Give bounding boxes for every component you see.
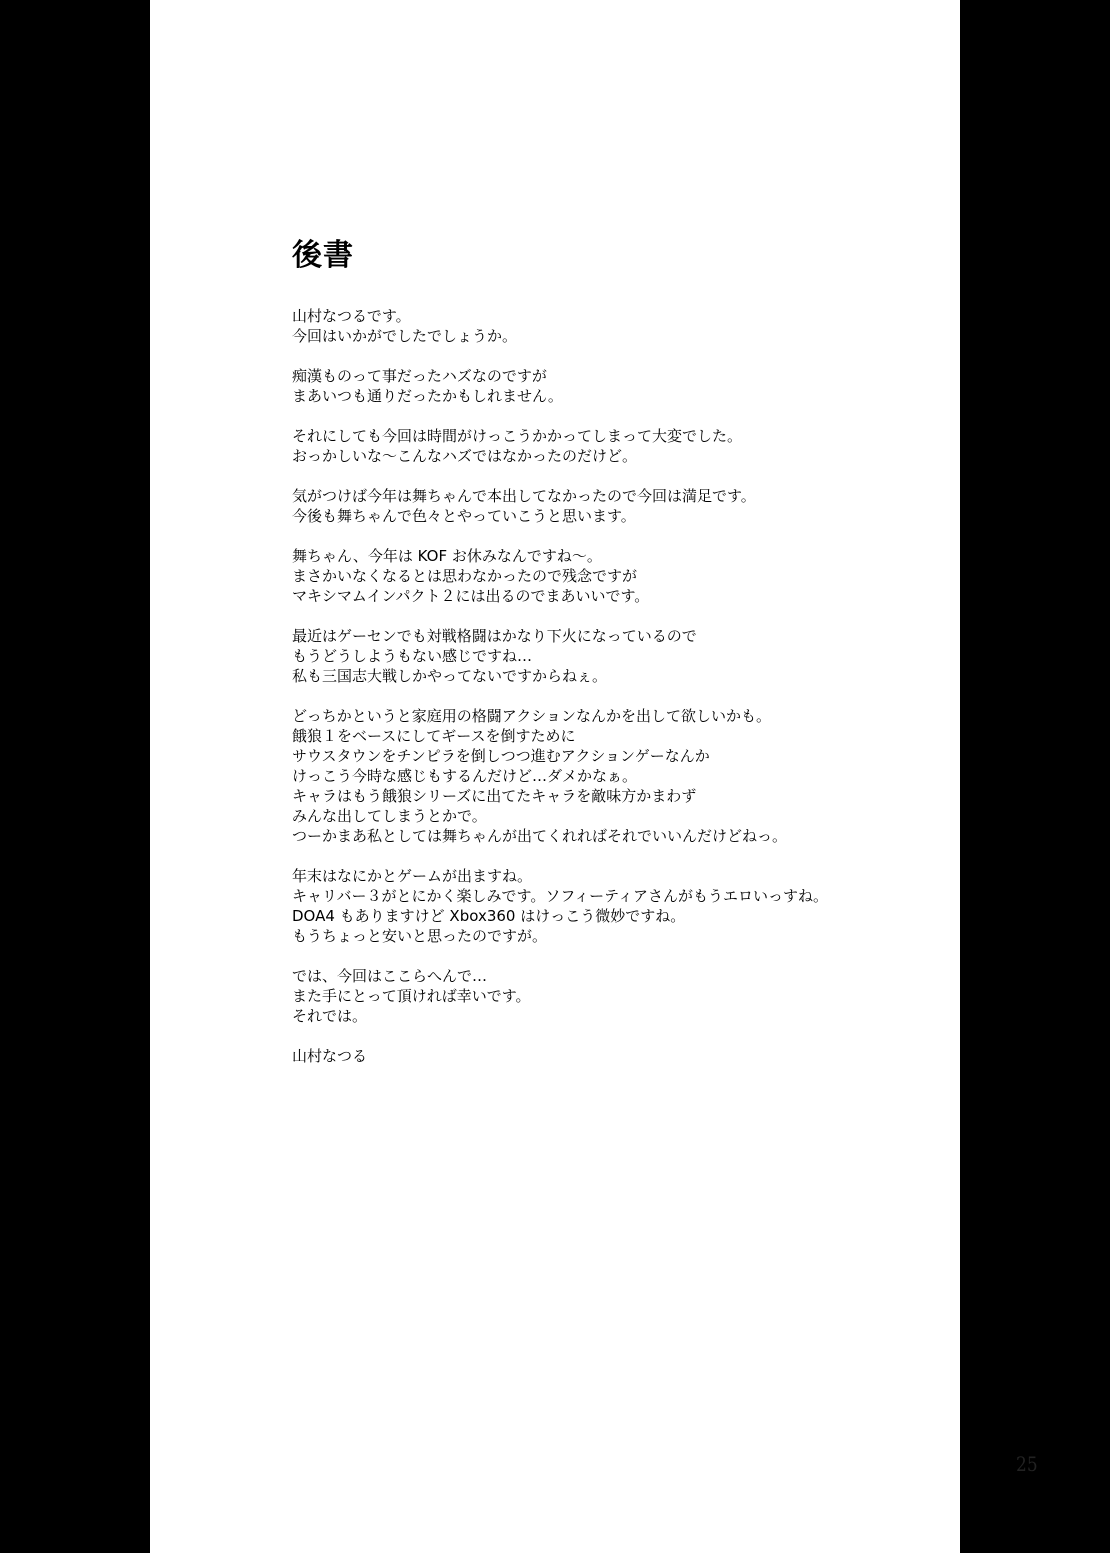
paragraph [292,546,942,606]
text-line: では、今回はここらへんで… [292,967,488,985]
text-line: 山村なつるです。 [292,307,411,325]
text-line: また手にとって頂ければ幸いです。 [292,987,531,1005]
text-line: 気がつけば今年は舞ちゃんで本出してなかったので今回は満足です。 [292,487,756,505]
text-line: それでは。 [292,1007,368,1025]
paragraph [292,426,942,466]
text-line: おっかしいな〜こんなハズではなかったのだけど。 [292,447,638,465]
afterword-body [292,306,942,1086]
page-title: 後書 [292,238,354,273]
text-line: つーかまあ私としては舞ちゃんが出てくれればそれでいいんだけどねっ。 [292,827,788,845]
text-line: 年末はなにかとゲームが出ますね。 [292,867,533,885]
text-line: 舞ちゃん、今年は KOF お休みなんですね〜。 [292,547,602,565]
text-line: まあいつも通りだったかもしれません。 [292,387,563,405]
text-line: 私も三国志大戦しかやってないですからねぇ。 [292,667,608,685]
paragraph [292,626,942,686]
document-page [150,0,1038,1553]
paragraph [292,306,942,346]
text-line: 最近はゲーセンでも対戦格闘はかなり下火になっているので [292,627,697,645]
text-line: DOA4 もありますけど Xbox360 はけっこう微妙ですね。 [292,907,686,925]
text-line: キャラはもう餓狼シリーズに出てたキャラを敵味方かまわず [292,787,697,805]
paragraph [292,486,942,526]
text-line: それにしても今回は時間がけっこうかかってしまって大変でした。 [292,427,743,445]
text-line: 痴漢ものって事だったハズなのですが [292,367,547,385]
text-line: みんな出してしまうとかで。 [292,807,487,825]
text-line: 山村なつる [292,1047,368,1065]
text-line: もうどうしようもない感じですね… [292,647,533,665]
text-line: 今回はいかがでしたでしょうか。 [292,327,518,345]
text-line: もうちょっと安いと思ったのですが。 [292,927,548,945]
paragraph [292,966,942,1026]
text-line: どっちかというと家庭用の格闘アクションなんかを出して欲しいかも。 [292,707,771,725]
text-line: 餓狼１をベースにしてギースを倒すために [292,727,576,745]
paragraph [292,866,942,946]
text-line: キャリバー３がとにかく楽しみです。ソフィーティアさんがもうエロいっすね。 [292,887,828,905]
text-line: マキシマムインパクト２には出るのでまあいいです。 [292,587,650,605]
text-line: けっこう今時な感じもするんだけど…ダメかなぁ。 [292,767,638,785]
page-number: 25 [1016,1452,1038,1476]
text-line: 今後も舞ちゃんで色々とやっていこうと思います。 [292,507,636,525]
paragraph [292,706,942,846]
text-line: サウスタウンをチンピラを倒しつつ進むアクションゲーなんか [292,747,710,765]
paragraph [292,1046,942,1066]
text-line: まさかいなくなるとは思わなかったので残念ですが [292,567,638,585]
paragraph [292,366,942,406]
